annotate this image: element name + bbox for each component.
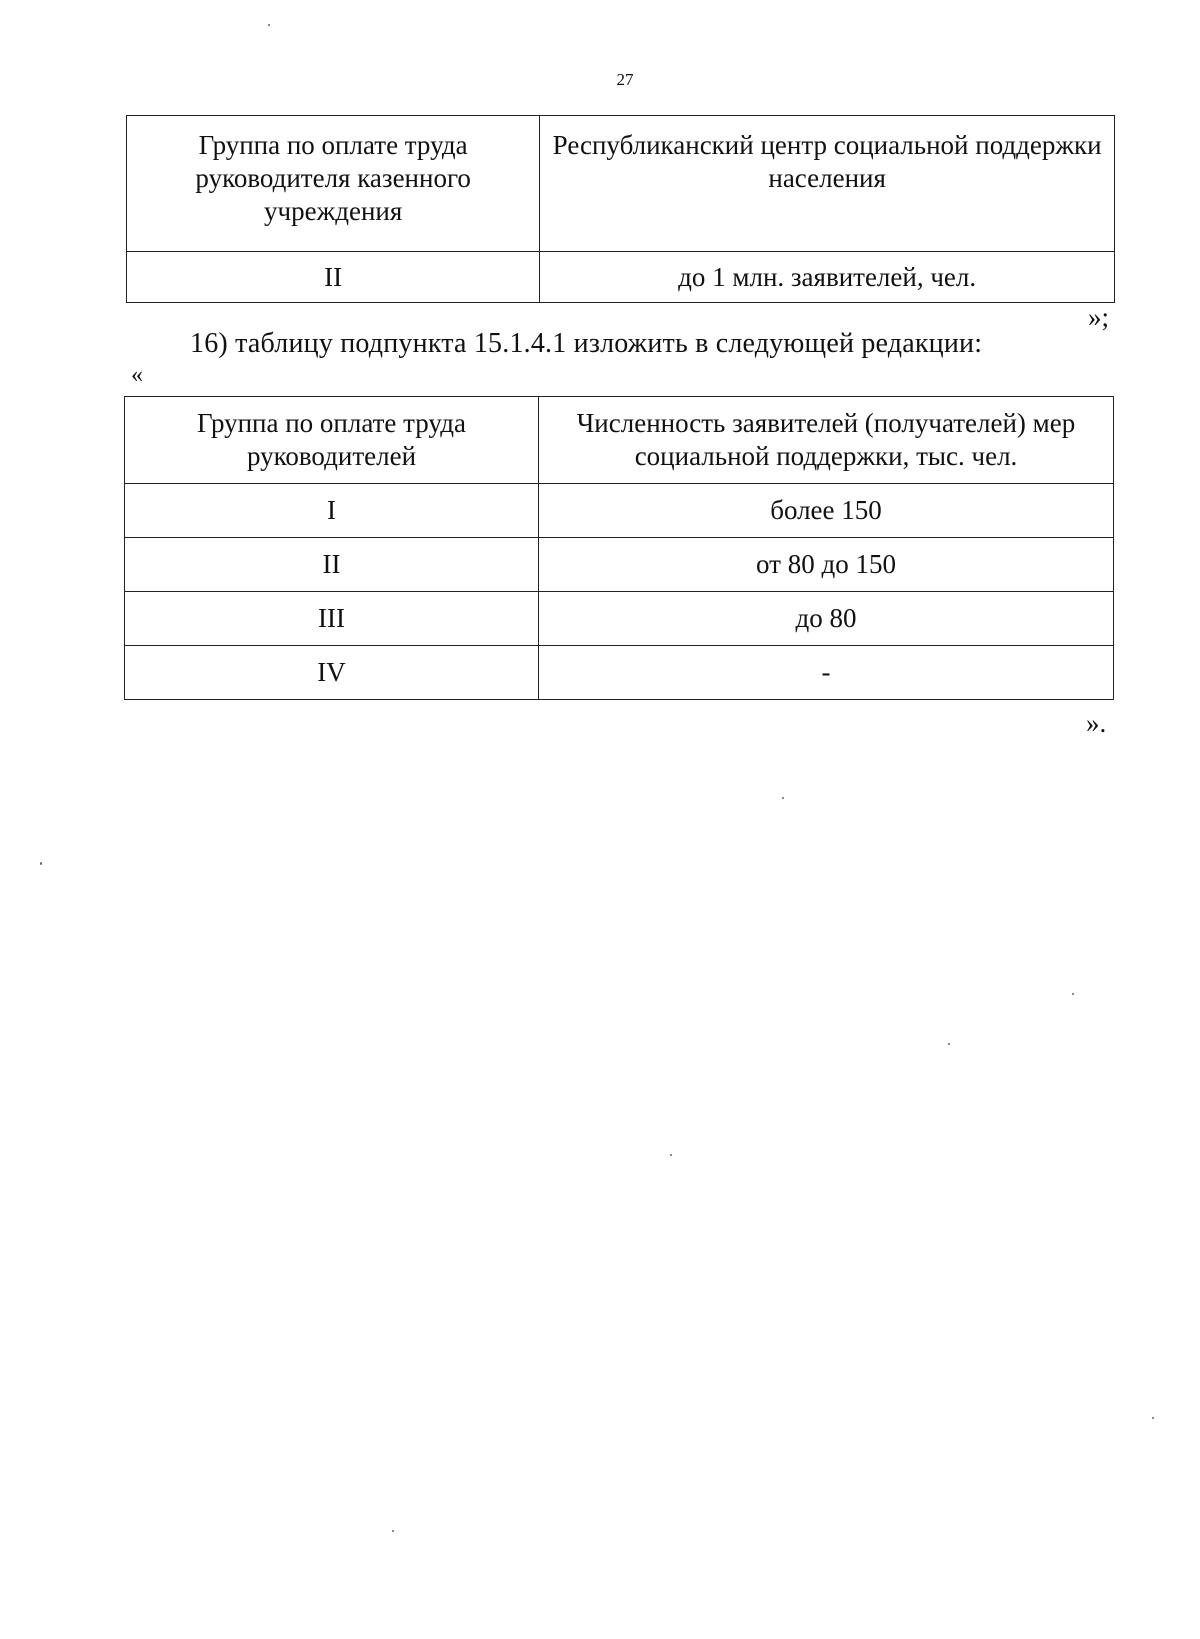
scan-speck <box>782 797 784 799</box>
scan-speck <box>670 1154 672 1156</box>
scan-speck <box>1072 993 1074 995</box>
cell-group: II <box>125 538 539 592</box>
scan-speck <box>1152 1417 1154 1419</box>
cell-value: до 1 млн. заявителей, чел. <box>540 252 1115 303</box>
table-row <box>125 592 1114 646</box>
table-header-row <box>125 397 1114 484</box>
scan-speck <box>40 862 42 865</box>
scan-speck <box>948 1043 950 1045</box>
cell-group: II <box>127 252 540 303</box>
table-row <box>125 646 1114 700</box>
table-leader-group-applicants <box>124 396 1114 700</box>
table-row <box>127 252 1115 303</box>
cell-value: - <box>539 646 1114 700</box>
cell-group: IV <box>125 646 539 700</box>
scan-speck <box>392 1530 394 1532</box>
header-cell-center: Республиканский центр социальной поддержки населения <box>540 116 1115 252</box>
table-row <box>125 484 1114 538</box>
cell-group: III <box>125 592 539 646</box>
table-row <box>125 538 1114 592</box>
scan-speck <box>268 24 270 26</box>
cell-value: до 80 <box>539 592 1114 646</box>
header-cell-group: Группа по оплате труда руководителя казенного учреждения <box>127 116 540 252</box>
closing-quote: »; <box>1088 302 1110 332</box>
cell-value: более 150 <box>539 484 1114 538</box>
instruction-paragraph: 16) таблицу подпункта 15.1.4.1 изложить в следующей редакции: <box>190 328 983 359</box>
table-leader-group-center <box>126 115 1115 303</box>
cell-group: I <box>125 484 539 538</box>
cell-value: от 80 до 150 <box>539 538 1114 592</box>
header-cell-group: Группа по оплате труда руководителей <box>125 397 539 484</box>
closing-quote: ». <box>1086 708 1107 738</box>
table-header-row <box>127 116 1115 252</box>
opening-quote: « <box>131 362 143 388</box>
header-cell-applicants: Численность заявителей (получателей) мер социальной поддержки, тыс. чел. <box>539 397 1114 484</box>
page-number: 27 <box>616 70 634 89</box>
